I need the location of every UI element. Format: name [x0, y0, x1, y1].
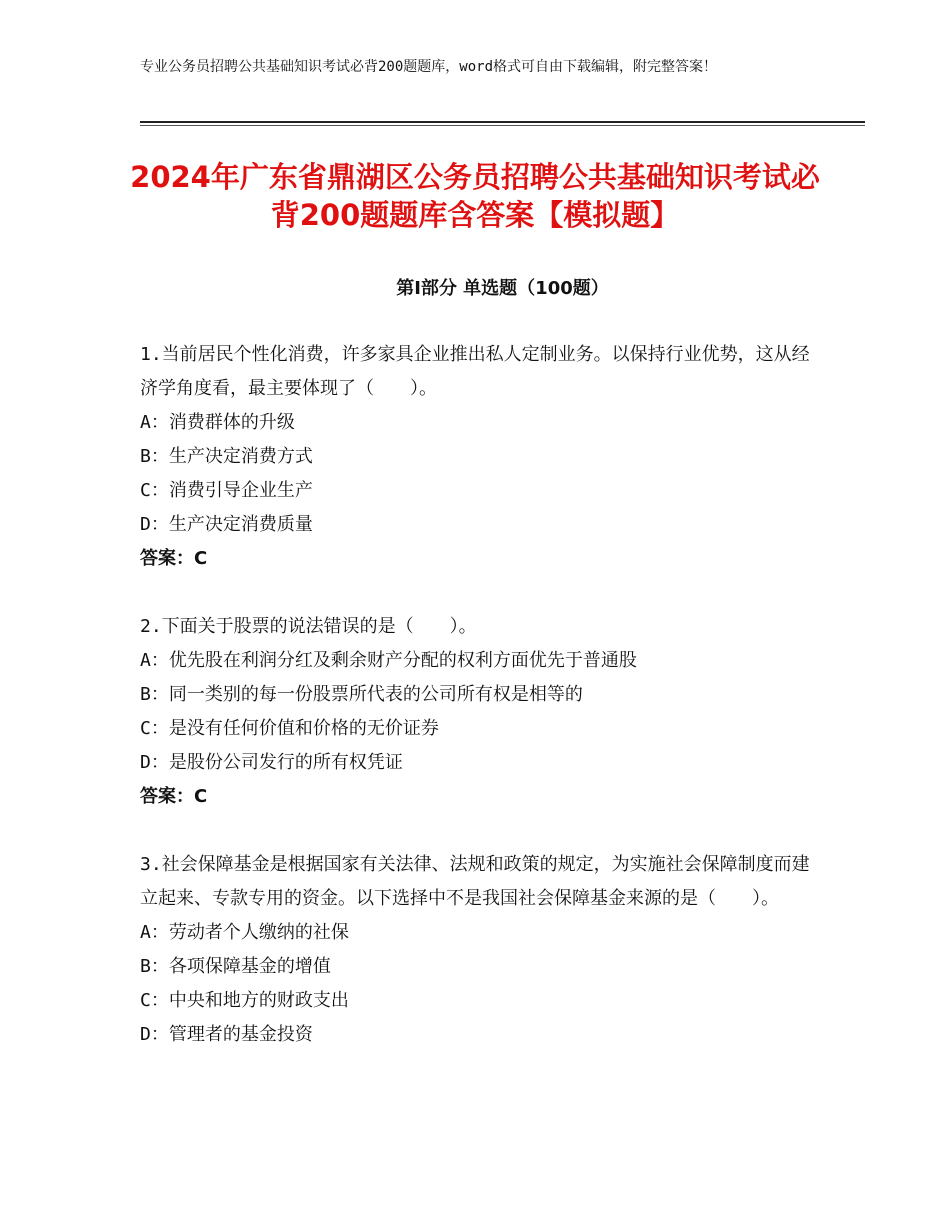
question-1 [140, 338, 820, 576]
question-2 [140, 610, 820, 814]
question-stem: 1.当前居民个性化消费，许多家具企业推出私人定制业务。以保持行业优势，这从经济学角度看，最主要体现了（ ）。 [140, 344, 810, 399]
question-stem: 3.社会保障基金是根据国家有关法律、法规和政策的规定，为实施社会保障制度而建立起来、专款专用的资金。以下选择中不是我国社会保障基金来源的是（ ）。 [140, 854, 810, 909]
option-a: A：劳动者个人缴纳的社保 [140, 922, 349, 943]
header-rule [140, 121, 865, 123]
answer: 答案：C [140, 786, 208, 807]
header-note: 专业公务员招聘公共基础知识考试必背200题题库，word格式可自由下载编辑，附完整答案！ [140, 59, 717, 75]
option-d: D：管理者的基金投资 [140, 1024, 313, 1045]
answer: 答案：C [140, 548, 208, 569]
option-c: C：消费引导企业生产 [140, 480, 313, 501]
option-b: B：生产决定消费方式 [140, 446, 313, 467]
option-c: C：中央和地方的财政支出 [140, 990, 349, 1011]
question-list [140, 338, 820, 1086]
header-rule-thin [140, 125, 865, 126]
section-title: 第Ⅰ部分 单选题（100题） [396, 278, 609, 299]
option-d: D：生产决定消费质量 [140, 514, 313, 535]
option-b: B：各项保障基金的增值 [140, 956, 331, 977]
option-a: A：优先股在利润分红及剩余财产分配的权利方面优先于普通股 [140, 650, 637, 671]
option-a: A：消费群体的升级 [140, 412, 295, 433]
question-stem: 2.下面关于股票的说法错误的是（ ）。 [140, 616, 477, 637]
option-d: D：是股份公司发行的所有权凭证 [140, 752, 403, 773]
option-b: B：同一类别的每一份股票所代表的公司所有权是相等的 [140, 684, 583, 705]
question-3 [140, 848, 820, 1052]
document-title: 2024年广东省鼎湖区公务员招聘公共基础知识考试必背200题题库含答案【模拟题】 [130, 160, 820, 232]
option-c: C：是没有任何价值和价格的无价证券 [140, 718, 439, 739]
